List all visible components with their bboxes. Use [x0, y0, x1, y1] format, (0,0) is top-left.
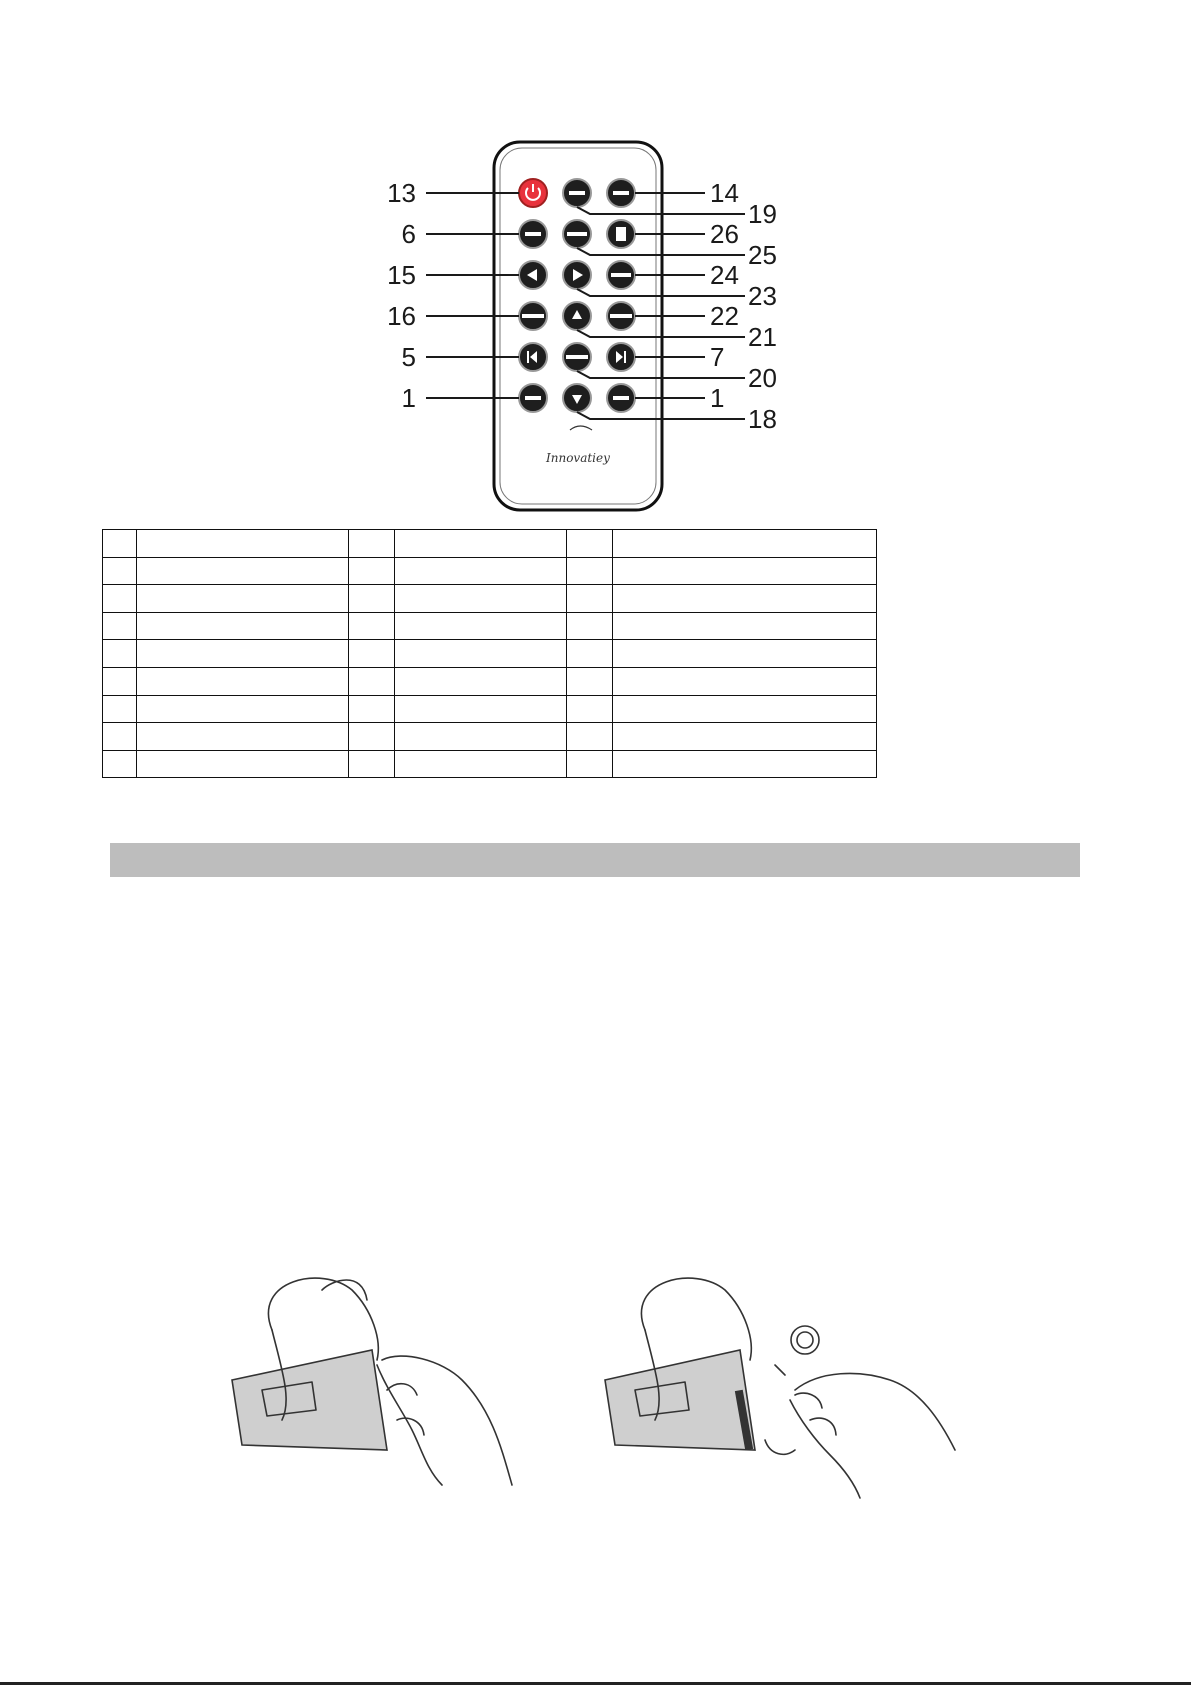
table-cell	[395, 585, 567, 613]
table-cell	[567, 723, 613, 751]
button-1-right-mark	[613, 396, 629, 400]
battery-cover-removal-icon	[212, 1270, 532, 1490]
table-cell	[137, 557, 349, 585]
button-19-mark	[569, 191, 585, 195]
remote-logo: Innovatiey	[546, 451, 610, 465]
far-right-callouts	[748, 199, 777, 434]
callout-14: 14	[710, 178, 739, 208]
table-cell	[613, 723, 877, 751]
left-hand-sketch-2	[641, 1278, 751, 1360]
table-row	[103, 667, 877, 695]
table-cell	[613, 530, 877, 558]
insert-arrow-icon	[775, 1365, 785, 1375]
table-cell	[567, 612, 613, 640]
button-22-mark	[610, 314, 632, 318]
button-24-mark	[611, 273, 631, 277]
table-cell	[613, 695, 877, 723]
table-cell	[137, 585, 349, 613]
table-cell	[395, 695, 567, 723]
table-cell	[349, 530, 395, 558]
table-cell	[613, 557, 877, 585]
table-cell	[349, 750, 395, 778]
button-function-table-body	[103, 530, 877, 778]
table-row	[103, 640, 877, 668]
right-hand-sketch-2	[795, 1373, 955, 1450]
remote-control-figure	[387, 130, 800, 520]
left-hand-sketch	[268, 1278, 378, 1360]
table-cell	[395, 612, 567, 640]
table-cell	[613, 640, 877, 668]
table-cell	[613, 612, 877, 640]
callout-21: 21	[748, 322, 777, 352]
right-hand-sketch	[382, 1356, 512, 1485]
table-cell	[613, 585, 877, 613]
table-row	[103, 723, 877, 751]
table-cell	[103, 557, 137, 585]
remote-control-diagram	[387, 130, 800, 520]
table-cell	[567, 640, 613, 668]
button-26-mark	[616, 227, 626, 241]
table-row	[103, 585, 877, 613]
table-cell	[103, 585, 137, 613]
table-cell	[567, 530, 613, 558]
button-6-mark	[525, 232, 541, 236]
button-1-left-mark	[525, 396, 541, 400]
table-row	[103, 530, 877, 558]
remote-back-sketch	[232, 1350, 387, 1450]
table-cell	[137, 667, 349, 695]
callout-26: 26	[710, 219, 739, 249]
table-cell	[103, 667, 137, 695]
button-20-mark	[566, 355, 588, 359]
table-row	[103, 612, 877, 640]
table-cell	[137, 530, 349, 558]
table-cell	[103, 640, 137, 668]
coin-battery-replacement-icon	[590, 1270, 970, 1500]
table-cell	[395, 667, 567, 695]
table-cell	[137, 750, 349, 778]
callout-1-left: 1	[401, 383, 416, 413]
callout-6: 6	[401, 219, 416, 249]
callout-15: 15	[387, 260, 416, 290]
left-callouts	[387, 178, 416, 413]
table-cell	[103, 723, 137, 751]
table-cell	[137, 723, 349, 751]
table-cell	[349, 585, 395, 613]
table-cell	[567, 750, 613, 778]
table-cell	[349, 557, 395, 585]
table-cell	[103, 750, 137, 778]
table-cell	[349, 612, 395, 640]
table-cell	[395, 530, 567, 558]
section-heading-bar	[110, 843, 1080, 877]
callout-5: 5	[401, 342, 416, 372]
table-cell	[395, 723, 567, 751]
table-cell	[137, 640, 349, 668]
table-cell	[103, 695, 137, 723]
battery-replace-sketch	[590, 1270, 970, 1500]
callout-20: 20	[748, 363, 777, 393]
curved-arrow-icon	[765, 1440, 795, 1454]
table-cell	[349, 695, 395, 723]
table-cell	[395, 557, 567, 585]
callout-25: 25	[748, 240, 777, 270]
table-cell	[613, 750, 877, 778]
table-row	[103, 557, 877, 585]
table-cell	[567, 667, 613, 695]
callout-1-right: 1	[710, 383, 725, 413]
table-cell	[395, 640, 567, 668]
table-cell	[103, 612, 137, 640]
callout-24: 24	[710, 260, 739, 290]
button-14-mark	[613, 191, 629, 195]
table-cell	[349, 640, 395, 668]
table-row	[103, 695, 877, 723]
table-cell	[613, 667, 877, 695]
coin-battery-icon	[791, 1326, 819, 1354]
callout-22: 22	[710, 301, 739, 331]
table-cell	[137, 612, 349, 640]
table-cell	[567, 695, 613, 723]
callout-16: 16	[387, 301, 416, 331]
callout-23: 23	[748, 281, 777, 311]
battery-open-sketch	[212, 1270, 532, 1490]
table-cell	[567, 585, 613, 613]
callout-19: 19	[748, 199, 777, 229]
table-cell	[137, 695, 349, 723]
callout-7: 7	[710, 342, 725, 372]
button-function-table	[102, 529, 877, 778]
table-cell	[567, 557, 613, 585]
table-row	[103, 750, 877, 778]
callout-18: 18	[748, 404, 777, 434]
button-25-mark	[567, 232, 587, 236]
table-cell	[349, 667, 395, 695]
callout-13: 13	[387, 178, 416, 208]
button-16-mark	[522, 314, 544, 318]
table-cell	[395, 750, 567, 778]
table-cell	[349, 723, 395, 751]
remote-back-sketch-2	[605, 1350, 755, 1450]
table-cell	[103, 530, 137, 558]
power-button	[519, 179, 547, 207]
